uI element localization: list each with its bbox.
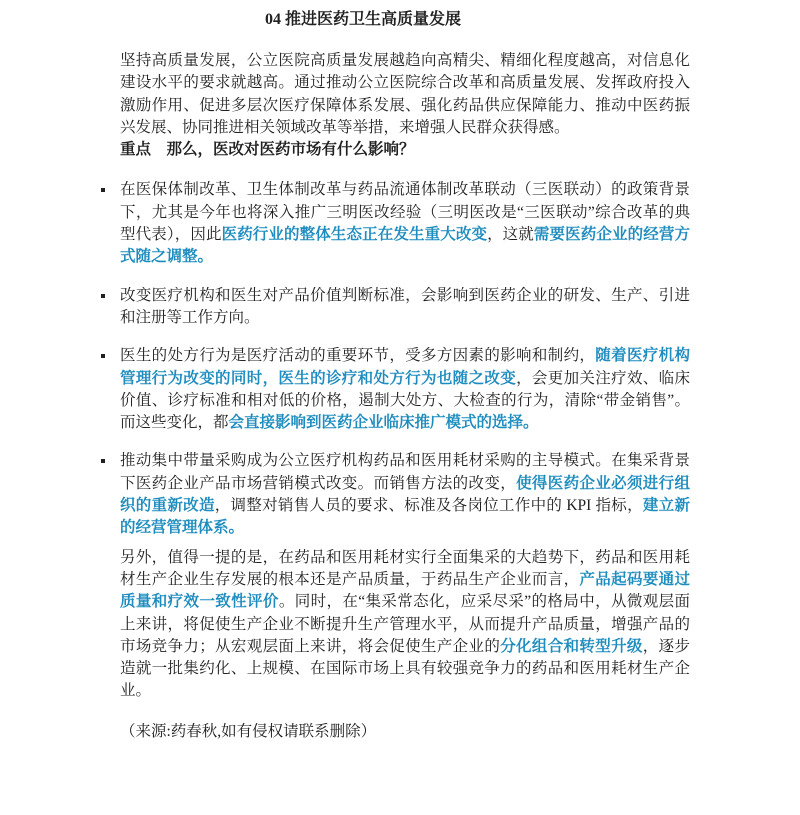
closing-paragraph — [120, 547, 690, 703]
bullet-item-prescription-behavior — [120, 345, 690, 434]
body-text: 医生的处方行为是医疗活动的重要环节，受多方因素的影响和制约， — [120, 347, 596, 365]
highlighted-text: 随着医疗机构管理行为改变的同时，医生的诊疗和处方行为也随之改变 — [120, 347, 690, 387]
highlighted-text: 使得医药企业必须进行组织的重新改造 — [120, 474, 690, 515]
highlighted-text: 建立新的经营管理体系。 — [120, 497, 690, 537]
highlighted-text: 产品起码要通过质量和疗效一致性评价 — [120, 570, 690, 611]
body-text: ，调整对销售人员的要求、标准及各岗位工作中的 KPI 指标， — [214, 497, 643, 515]
body-text: 。同时，在“集采常态化，应采尽采”的格局中，从微观层面上来讲，将促使生产企业不断提升生产管理水平，从而提升产品质量，增强产品的市场竞争力；从宏观层面上来讲，将会促使生产企业的 — [120, 593, 690, 655]
intro-paragraph — [120, 50, 690, 139]
highlighted-text: 分化组合和转型升级 — [500, 637, 643, 655]
section-heading-label: 重点 — [120, 141, 152, 159]
section-heading-question: 那么，医改对医药市场有什么影响？ — [166, 141, 415, 159]
bullet-list — [120, 179, 690, 539]
bullet-item-policy-linkage — [120, 179, 690, 268]
page-title: 04 推进医药卫生高质量发展 — [264, 11, 461, 28]
section-heading — [120, 139, 690, 161]
bullet-text — [120, 181, 690, 265]
body-text: 在医保体制改革、卫生体制改革与药品流通体制改革联动（三医联动）的政策背景下，尤其是今年也将深入推广三明医改经验（三明医改是“三医联动”综合改革的典型代表），因此 — [120, 181, 690, 244]
body-text: 改变医疗机构和医生对产品价值判断标准，会影响到医药企业的研发、生产、引进和注册等工作方向。 — [120, 286, 690, 326]
square-bullet-icon — [101, 294, 105, 298]
highlighted-text: 医药行业的整体生态正在发生重大改变 — [221, 226, 488, 244]
bullet-item-value-judgement — [120, 285, 690, 330]
body-text: 坚持高质量发展，公立医院高质量发展越趋向高精尖、精细化程度越高，对信息化建设水平的要求就越高。通过推动公立医院综合改革和高质量发展、发挥政府投入激励作用、促进多层次医疗保障体系发展、强化药品供应保障能力、推动中医药振兴发展、协同推进相关领域改革等举措，来增强人民群众获得感。 — [120, 52, 690, 136]
highlighted-text: 会直接影响到医药企业临床推广模式的选择。 — [228, 414, 539, 432]
square-bullet-icon — [101, 188, 105, 192]
body-text: 推动集中带量采购成为公立医疗机构药品和医用耗材采购的主导模式。在集采背景下医药企业产品市场营销模式改变。而销售方法的改变， — [120, 452, 690, 492]
body-text: ，逐步造就一批集约化、上规模、在国际市场上具有较强竞争力的药品和医用耗材生产企业。 — [120, 637, 690, 700]
body-text: ，会更加关注疗效、临床价值、诊疗标准和相对低的价格，遏制大处方、大检查的行为，清除“带金销售”。而这些变化，都 — [120, 369, 690, 432]
bullet-item-volume-procurement — [120, 450, 690, 539]
bullet-text — [120, 287, 690, 326]
square-bullet-icon — [101, 459, 105, 463]
bullet-text — [120, 452, 690, 536]
highlighted-text: 需要医药企业的经营方式随之调整。 — [120, 226, 690, 266]
source-note: （来源:药春秋,如有侵权请联系删除） — [120, 722, 377, 740]
body-text: ，这就 — [487, 226, 534, 244]
square-bullet-icon — [101, 354, 105, 358]
bullet-text — [120, 347, 690, 431]
body-text: 另外，值得一提的是，在药品和医用耗材实行全面集采的大趋势下，药品和医用耗材生产企业生存发展的根本还是产品质量，于药品生产企业而言， — [120, 548, 690, 588]
